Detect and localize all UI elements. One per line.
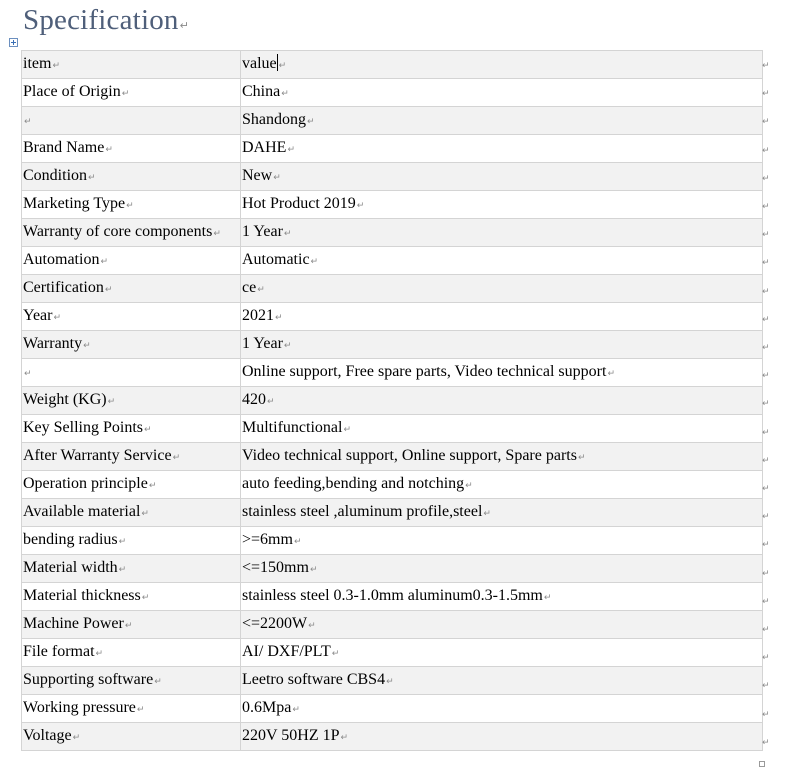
cell-end-mark-icon: ↵: [293, 536, 302, 547]
cell-text: Hot Product 2019: [242, 194, 356, 212]
table-cell-value[interactable]: [241, 667, 763, 695]
row-end-mark-icon: ↵: [762, 427, 770, 438]
specification-table-body: [22, 51, 763, 751]
table-cell-key[interactable]: [22, 667, 241, 695]
cell-text: China: [242, 82, 281, 100]
cell-end-mark-icon: ↵: [52, 60, 60, 71]
table-cell-value[interactable]: [241, 51, 763, 79]
cell-end-mark-icon: ↵: [356, 200, 365, 211]
table-cell-key[interactable]: [22, 303, 241, 331]
table-cell-key[interactable]: [22, 527, 241, 555]
cell-text: Leetro software CBS4: [242, 670, 386, 688]
cell-end-mark-icon: ↵: [124, 620, 133, 631]
cell-end-mark-icon: ↵: [126, 200, 134, 211]
cell-end-mark-icon: ↵: [386, 676, 394, 687]
table-cell-value[interactable]: [241, 331, 763, 359]
cell-end-mark-icon: ↵: [267, 396, 275, 407]
cell-text: 420: [242, 390, 266, 408]
row-end-mark-icon: ↵: [762, 653, 770, 664]
table-cell-key[interactable]: [22, 499, 241, 527]
cell-text: Supporting software: [23, 670, 154, 688]
cell-end-mark-icon: ↵: [287, 144, 295, 155]
cell-end-mark-icon: ↵: [24, 368, 32, 379]
table-cell-key[interactable]: [22, 79, 241, 107]
row-end-mark-icon: ↵: [762, 455, 770, 466]
cell-text: Material thickness: [23, 586, 141, 604]
cell-end-mark-icon: ↵: [340, 732, 349, 743]
cell-end-mark-icon: ↵: [24, 116, 32, 127]
row-end-mark-icon: ↵: [762, 596, 770, 607]
cell-text: <=2200W: [242, 614, 308, 632]
cell-end-mark-icon: ↵: [154, 676, 162, 687]
cell-text: Warranty: [23, 334, 83, 352]
cell-end-mark-icon: ↵: [331, 648, 340, 659]
table-row: [22, 107, 763, 135]
table-cell-key[interactable]: [22, 415, 241, 443]
row-end-mark-icon: ↵: [762, 145, 770, 156]
table-row: [22, 639, 763, 667]
row-end-mark-icon: ↵: [762, 343, 770, 353]
table-cell-value[interactable]: [241, 275, 763, 303]
cell-text: After Warranty Service: [23, 446, 172, 464]
cell-text: Automation: [23, 250, 100, 268]
table-row: [22, 499, 763, 527]
row-end-mark-icon: ↵: [762, 625, 770, 635]
row-end-mark-icon: ↵: [762, 568, 770, 579]
cell-end-mark-icon: ↵: [141, 508, 149, 519]
cell-end-mark-icon: ↵: [53, 312, 62, 323]
cell-text: 0.6Mpa: [242, 698, 292, 716]
table-row: [22, 555, 763, 583]
cell-end-mark-icon: ↵: [281, 88, 289, 99]
table-row: [22, 443, 763, 471]
cell-text: value: [242, 55, 277, 72]
row-end-mark-icon: ↵: [762, 230, 770, 241]
table-cell-key[interactable]: [22, 443, 241, 471]
row-end-mark-icon: ↵: [762, 314, 770, 325]
cell-end-mark-icon: ↵: [100, 256, 108, 267]
table-row: [22, 359, 763, 387]
table-cell-value[interactable]: [241, 247, 763, 275]
table-move-handle-icon[interactable]: [9, 38, 18, 47]
table-cell-key[interactable]: [22, 583, 241, 611]
row-end-mark-icon: ↵: [762, 484, 770, 494]
table-cell-key[interactable]: [22, 359, 241, 387]
cell-end-mark-icon: ↵: [273, 172, 281, 183]
cell-end-mark-icon: ↵: [275, 312, 283, 323]
cell-end-mark-icon: ↵: [95, 648, 104, 659]
cell-end-mark-icon: ↵: [278, 61, 287, 71]
page-title-text: Specification: [23, 4, 179, 36]
table-cell-key[interactable]: [22, 275, 241, 303]
row-end-mark-icon: ↵: [762, 117, 770, 128]
cell-text: Weight (KG): [23, 390, 107, 408]
cell-end-mark-icon: ↵: [172, 452, 181, 463]
row-end-mark-icon: ↵: [762, 709, 770, 720]
cell-text: 2021: [242, 306, 274, 324]
cell-end-mark-icon: ↵: [105, 144, 113, 155]
table-row: [22, 303, 763, 331]
table-cell-value[interactable]: [241, 219, 763, 247]
cell-text: 220V 50HZ 1P: [242, 726, 340, 744]
table-cell-value[interactable]: [241, 443, 763, 471]
cell-text: item: [23, 54, 52, 72]
table-cell-value[interactable]: [241, 695, 763, 723]
table-cell-key[interactable]: [22, 219, 241, 247]
table-cell-value[interactable]: [241, 303, 763, 331]
table-cell-key[interactable]: [22, 639, 241, 667]
cell-end-mark-icon: ↵: [309, 564, 318, 575]
table-row: [22, 331, 763, 359]
table-cell-value[interactable]: [241, 611, 763, 639]
table-cell-value[interactable]: [241, 135, 763, 163]
cell-end-mark-icon: ↵: [607, 368, 615, 379]
cell-end-mark-icon: ↵: [118, 564, 127, 575]
cell-text: Condition: [23, 166, 88, 184]
table-row: [22, 611, 763, 639]
table-cell-key[interactable]: [22, 331, 241, 359]
row-end-mark-icon: ↵: [762, 286, 770, 297]
paragraph-mark-icon: ↵: [179, 19, 190, 32]
cell-end-mark-icon: ↵: [577, 452, 586, 463]
cell-end-mark-icon: ↵: [88, 172, 96, 183]
cell-end-mark-icon: ↵: [483, 508, 491, 519]
row-end-mark-icon: ↵: [762, 512, 770, 523]
cell-end-mark-icon: ↵: [308, 620, 316, 631]
table-cell-value[interactable]: [241, 163, 763, 191]
cell-text: stainless steel ,aluminum profile,steel: [242, 502, 483, 520]
cell-text: Place of Origin: [23, 82, 121, 100]
table-cell-value[interactable]: [241, 107, 763, 135]
table-header-row: [22, 51, 763, 79]
table-cell-key[interactable]: [22, 695, 241, 723]
table-cell-value[interactable]: [241, 723, 763, 751]
table-row: [22, 723, 763, 751]
cell-end-mark-icon: ↵: [72, 732, 81, 743]
cell-text: Working pressure: [23, 698, 136, 716]
cell-end-mark-icon: ↵: [104, 284, 113, 295]
cell-text: stainless steel 0.3-1.0mm aluminum0.3-1.5mm: [242, 586, 543, 604]
cell-text: DAHE: [242, 138, 287, 156]
cell-text: ce: [242, 278, 257, 296]
table-row: [22, 191, 763, 219]
cell-end-mark-icon: ↵: [144, 424, 152, 435]
table-cell-value[interactable]: [241, 639, 763, 667]
table-cell-value[interactable]: [241, 191, 763, 219]
table-cell-key[interactable]: [22, 247, 241, 275]
cell-text: Brand Name: [23, 138, 105, 156]
row-end-mark-icon: ↵: [762, 681, 770, 692]
cell-end-mark-icon: ↵: [465, 480, 473, 491]
table-row: [22, 275, 763, 303]
cell-text: Voltage: [23, 726, 72, 744]
cell-text: 1 Year: [242, 334, 283, 352]
table-cell-value[interactable]: [241, 387, 763, 415]
cell-end-mark-icon: ↵: [283, 228, 292, 239]
cell-end-mark-icon: ↵: [213, 228, 221, 239]
page-title: [23, 4, 189, 40]
table-cell-key[interactable]: [22, 51, 241, 79]
table-resize-handle-icon[interactable]: [759, 761, 765, 767]
row-end-mark-icon: ↵: [762, 399, 770, 410]
cell-text: File format: [23, 642, 95, 660]
cell-text: Certification: [23, 278, 104, 296]
cell-text: Key Selling Points: [23, 418, 144, 436]
cell-text: Automatic: [242, 250, 310, 268]
table-row: [22, 471, 763, 499]
text-cursor: [277, 54, 278, 71]
table-cell-key[interactable]: [22, 163, 241, 191]
cell-end-mark-icon: ↵: [107, 396, 116, 407]
cell-text: Material width: [23, 558, 118, 576]
row-end-mark-icon: ↵: [762, 737, 770, 748]
table-row: [22, 695, 763, 723]
table-cell-value[interactable]: [241, 499, 763, 527]
cell-text: <=150mm: [242, 558, 309, 576]
table-cell-key[interactable]: [22, 723, 241, 751]
cell-text: Warranty of core components: [23, 222, 213, 240]
cell-text: Year: [23, 306, 53, 324]
row-end-mark-icon: ↵: [762, 89, 770, 100]
table-row: [22, 667, 763, 695]
specification-table: [21, 50, 763, 751]
cell-end-mark-icon: ↵: [83, 340, 91, 351]
cell-text: 1 Year: [242, 222, 283, 240]
table-cell-value[interactable]: [241, 359, 763, 387]
cell-end-mark-icon: ↵: [283, 340, 292, 351]
table-cell-key[interactable]: [22, 471, 241, 499]
cell-end-mark-icon: ↵: [543, 592, 552, 603]
table-row: [22, 163, 763, 191]
table-cell-key[interactable]: [22, 555, 241, 583]
cell-text: Video technical support, Online support, Spare parts: [242, 446, 577, 464]
cell-end-mark-icon: ↵: [141, 592, 150, 603]
row-end-mark-icon: ↵: [762, 371, 770, 382]
cell-text: auto feeding,bending and notching: [242, 474, 465, 492]
table-row: [22, 219, 763, 247]
cell-text: >=6mm: [242, 530, 293, 548]
table-row: [22, 387, 763, 415]
cell-text: Shandong: [242, 110, 306, 128]
table-row: [22, 583, 763, 611]
table-row: [22, 527, 763, 555]
table-row: [22, 415, 763, 443]
table-cell-key[interactable]: [22, 107, 241, 135]
row-end-mark-icon: ↵: [762, 258, 770, 269]
cell-end-mark-icon: ↵: [257, 284, 265, 295]
table-cell-value[interactable]: [241, 555, 763, 583]
cell-end-mark-icon: ↵: [310, 256, 319, 267]
table-cell-value[interactable]: [241, 583, 763, 611]
table-row: [22, 135, 763, 163]
cell-text: Online support, Free spare parts, Video technical support: [242, 362, 607, 380]
cell-text: Machine Power: [23, 614, 124, 632]
row-end-mark-icon: ↵: [762, 173, 770, 184]
table-cell-value[interactable]: [241, 471, 763, 499]
cell-end-mark-icon: ↵: [307, 116, 315, 127]
cell-text: Operation principle: [23, 474, 148, 492]
cell-text: Multifunctional: [242, 418, 343, 436]
cell-end-mark-icon: ↵: [148, 480, 157, 491]
table-row: [22, 79, 763, 107]
row-end-mark-icon: ↵: [762, 540, 770, 551]
table-cell-key[interactable]: [22, 611, 241, 639]
table-cell-key[interactable]: [22, 191, 241, 219]
cell-end-mark-icon: ↵: [121, 88, 130, 99]
cell-text: Marketing Type: [23, 194, 126, 212]
cell-text: Available material: [23, 502, 141, 520]
table-cell-value[interactable]: [241, 527, 763, 555]
cell-text: New: [242, 166, 273, 184]
table-cell-value[interactable]: [241, 79, 763, 107]
table-cell-key[interactable]: [22, 135, 241, 163]
row-end-mark-icon: ↵: [762, 61, 770, 71]
cell-text: AI/ DXF/PLT: [242, 642, 331, 660]
cell-end-mark-icon: ↵: [136, 704, 145, 715]
cell-end-mark-icon: ↵: [292, 704, 300, 715]
table-cell-key[interactable]: [22, 387, 241, 415]
table-cell-value[interactable]: [241, 415, 763, 443]
cell-text: bending radius: [23, 530, 118, 548]
table-row: [22, 247, 763, 275]
row-end-mark-icon: ↵: [762, 202, 770, 212]
cell-end-mark-icon: ↵: [118, 536, 127, 547]
cell-end-mark-icon: ↵: [343, 424, 351, 435]
